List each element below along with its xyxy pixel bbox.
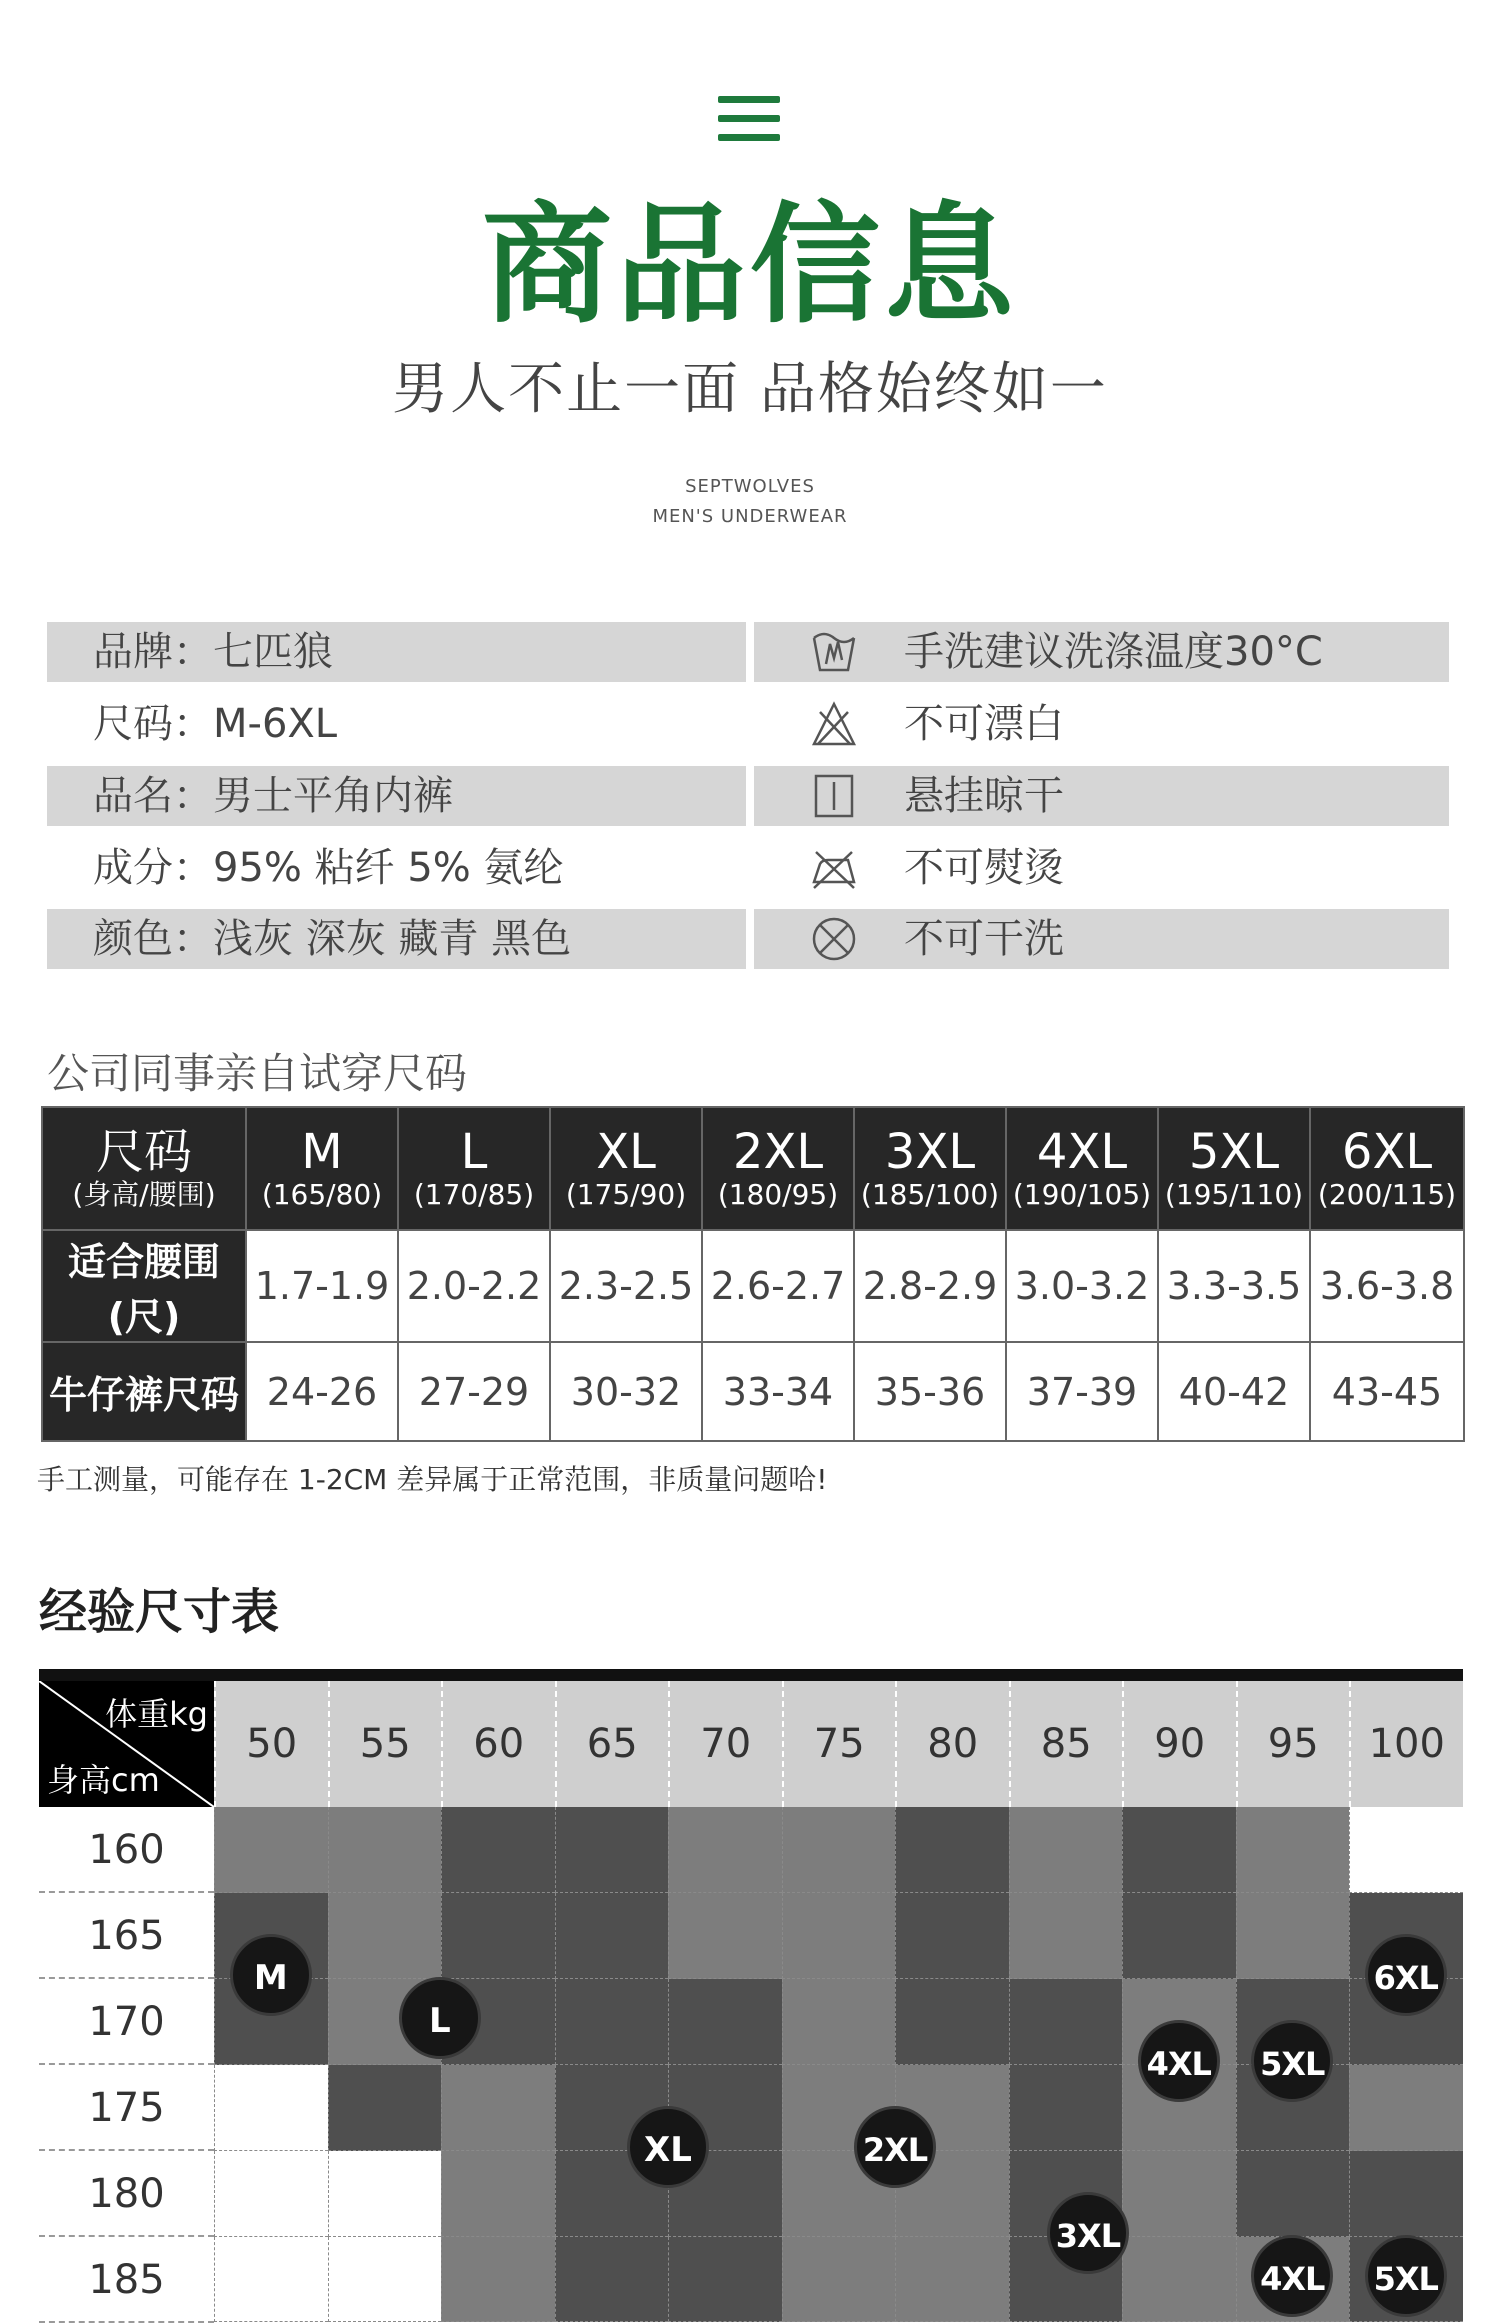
- size-label: 4XL: [1036, 1123, 1128, 1180]
- grid-cell: [895, 2237, 1009, 2322]
- weight-header: 60: [441, 1681, 555, 1807]
- grid-cell: [895, 1893, 1009, 1979]
- size-header: [1158, 1107, 1310, 1230]
- jeans-row-label: 牛仔裤尺码: [42, 1342, 246, 1441]
- jeans-cell: 33-34: [702, 1342, 854, 1441]
- size-header: [246, 1107, 398, 1230]
- height-label: 160: [39, 1807, 214, 1893]
- size-label: L: [460, 1123, 488, 1180]
- info-size: 尺码：M-6XL: [93, 701, 338, 747]
- grid-corner-cell: [39, 1681, 214, 1807]
- grid-cell: [1009, 1979, 1123, 2065]
- size-badge: XL: [627, 2106, 709, 2188]
- size-sub: (200/115): [1317, 1177, 1457, 1211]
- weight-header: 50: [214, 1681, 328, 1807]
- jeans-cell: 37-39: [1006, 1342, 1158, 1441]
- grid-cell: [1122, 1893, 1236, 1979]
- waist-cell: 2.0-2.2: [398, 1230, 550, 1342]
- info-name: 品名：男士平角内裤: [47, 766, 746, 826]
- grid-cell: [555, 2237, 669, 2322]
- care-text-iron: 不可熨烫: [904, 845, 1064, 891]
- grid-cell: [782, 1893, 896, 1979]
- size-header: [398, 1107, 550, 1230]
- grid-cell: [214, 2151, 328, 2237]
- waist-row-label: 适合腰围(尺): [42, 1230, 246, 1342]
- size-badge: 4XL: [1138, 2020, 1220, 2102]
- weight-header: 90: [1122, 1681, 1236, 1807]
- height-axis-label: 身高cm: [47, 1761, 160, 1799]
- brand-english-name: [0, 472, 1500, 532]
- size-label: XL: [596, 1123, 656, 1180]
- size-table: [41, 1106, 1465, 1442]
- no-dry-clean-icon: [810, 915, 858, 963]
- size-corner-cell: [42, 1107, 246, 1230]
- size-badge: 3XL: [1047, 2192, 1129, 2274]
- no-iron-icon: [810, 844, 858, 892]
- brand-en-line1: SEPTWOLVES: [685, 476, 815, 497]
- size-label: 5XL: [1188, 1123, 1280, 1180]
- grid-cell: [1009, 1807, 1123, 1893]
- grid-cell: [555, 1807, 669, 1893]
- grid-heading: 经验尺寸表: [39, 1584, 280, 1640]
- size-label: 6XL: [1341, 1123, 1433, 1180]
- waist-cell: 3.0-3.2: [1006, 1230, 1158, 1342]
- weight-header: 80: [895, 1681, 1009, 1807]
- measurement-note: 手工测量，可能存在 1-2CM 差异属于正常范围，非质量问题哈!: [37, 1463, 828, 1496]
- info-material: 成分：95% 粘纤 5% 氨纶: [93, 845, 564, 891]
- size-sub: (195/110): [1164, 1177, 1304, 1211]
- grid-cell: [214, 2237, 328, 2322]
- size-sub: (180/95): [717, 1177, 839, 1211]
- care-row-bleach: [754, 694, 1449, 754]
- size-label: 3XL: [884, 1123, 976, 1180]
- size-badge: 5XL: [1365, 2235, 1447, 2317]
- care-row-dry: [754, 766, 1449, 826]
- grid-cell: [668, 1807, 782, 1893]
- size-badge: M: [230, 1934, 312, 2016]
- grid-cell: [782, 1979, 896, 2065]
- size-label: M: [301, 1123, 343, 1180]
- grid-cell: [1349, 1807, 1463, 1893]
- waist-cell: 3.3-3.5: [1158, 1230, 1310, 1342]
- grid-cell: [328, 2237, 442, 2322]
- hand-wash-icon: [810, 628, 858, 676]
- care-text-dryclean: 不可干洗: [904, 916, 1064, 962]
- grid-cell: [214, 1807, 328, 1893]
- height-label: 180: [39, 2151, 214, 2237]
- size-badge: 6XL: [1365, 1934, 1447, 2016]
- grid-cell: [1122, 1807, 1236, 1893]
- height-label: 165: [39, 1893, 214, 1979]
- grid-cell: [441, 1807, 555, 1893]
- grid-cell: [1236, 2151, 1350, 2237]
- weight-header: 100: [1349, 1681, 1463, 1807]
- jeans-cell: 35-36: [854, 1342, 1006, 1441]
- size-sub: (165/80): [261, 1177, 383, 1211]
- size-badge: 4XL: [1251, 2235, 1333, 2317]
- height-label: 170: [39, 1979, 214, 2065]
- weight-header: 85: [1009, 1681, 1123, 1807]
- care-row-iron: [754, 838, 1449, 898]
- grid-cell: [668, 1893, 782, 1979]
- weight-header: 95: [1236, 1681, 1350, 1807]
- size-badge: 5XL: [1251, 2020, 1333, 2102]
- grid-cell: [214, 2065, 328, 2151]
- waist-cell: 1.7-1.9: [246, 1230, 398, 1342]
- grid-cell: [1349, 2065, 1463, 2151]
- size-header: [702, 1107, 854, 1230]
- size-header: [1310, 1107, 1464, 1230]
- page-subtitle: 男人不止一面 品格始终如一: [392, 357, 1108, 422]
- grid-cell: [441, 1893, 555, 1979]
- jeans-cell: 40-42: [1158, 1342, 1310, 1441]
- size-label: 2XL: [732, 1123, 824, 1180]
- height-label: 175: [39, 2065, 214, 2151]
- grid-cell: [441, 2237, 555, 2322]
- jeans-cell: 43-45: [1310, 1342, 1464, 1441]
- grid-cell: [328, 2151, 442, 2237]
- size-table-heading: 公司同事亲自试穿尺码: [47, 1049, 468, 1098]
- hang-dry-icon: [810, 772, 858, 820]
- grid-cell: [1236, 1893, 1350, 1979]
- height-label: 185: [39, 2237, 214, 2323]
- brand-en-line2: MEN'S UNDERWEAR: [652, 506, 848, 527]
- care-row-dryclean: [754, 909, 1449, 969]
- grid-cell: [895, 1979, 1009, 2065]
- grid-cell: [1009, 1893, 1123, 1979]
- size-header: [854, 1107, 1006, 1230]
- size-sub: (190/105): [1012, 1177, 1152, 1211]
- jeans-cell: 30-32: [550, 1342, 702, 1441]
- size-badge: L: [399, 1977, 481, 2059]
- grid-cell: [782, 2237, 896, 2322]
- size-sub: (175/90): [565, 1177, 687, 1211]
- grid-cell: [441, 2151, 555, 2237]
- info-brand: 品牌：七匹狼: [47, 622, 746, 682]
- jeans-cell: 27-29: [398, 1342, 550, 1441]
- care-text-dry: 悬挂晾干: [904, 773, 1064, 819]
- size-corner-sub: (身高/腰围): [72, 1177, 216, 1211]
- info-color: 颜色：浅灰 深灰 藏青 黑色: [47, 909, 746, 969]
- size-header: [1006, 1107, 1158, 1230]
- weight-header: 55: [328, 1681, 442, 1807]
- grid-cell: [555, 1893, 669, 1979]
- size-sub: (185/100): [860, 1177, 1000, 1211]
- waist-cell: 3.6-3.8: [1310, 1230, 1464, 1342]
- grid-cell: [1349, 2151, 1463, 2237]
- waist-cell: 2.8-2.9: [854, 1230, 1006, 1342]
- waist-cell: 2.6-2.7: [702, 1230, 854, 1342]
- weight-header: 65: [555, 1681, 669, 1807]
- grid-cell: [328, 2065, 442, 2151]
- menu-icon[interactable]: [718, 96, 780, 142]
- page-title: 商品信息: [481, 189, 1018, 341]
- grid-cell: [895, 1807, 1009, 1893]
- grid-cell: [328, 1893, 442, 1979]
- grid-cell: [1236, 1807, 1350, 1893]
- weight-header: 70: [668, 1681, 782, 1807]
- grid-cell: [668, 1979, 782, 2065]
- care-text-wash: 手洗建议洗涤温度30°C: [904, 629, 1323, 675]
- size-badge: 2XL: [854, 2106, 936, 2188]
- weight-header: 75: [782, 1681, 896, 1807]
- weight-axis-label: 体重kg: [105, 1695, 208, 1733]
- grid-cell: [1122, 2151, 1236, 2237]
- grid-cell: [668, 2237, 782, 2322]
- grid-cell: [328, 1807, 442, 1893]
- grid-cell: [1009, 2065, 1123, 2151]
- grid-top-bar: [39, 1669, 1463, 1681]
- size-header: [550, 1107, 702, 1230]
- no-bleach-icon: [810, 700, 858, 748]
- care-text-bleach: 不可漂白: [904, 701, 1064, 747]
- grid-cell: [555, 1979, 669, 2065]
- jeans-cell: 24-26: [246, 1342, 398, 1441]
- size-corner-label: 尺码: [95, 1123, 192, 1180]
- grid-cell: [441, 2065, 555, 2151]
- grid-cell: [1122, 2237, 1236, 2322]
- waist-cell: 2.3-2.5: [550, 1230, 702, 1342]
- size-sub: (170/85): [413, 1177, 535, 1211]
- care-row-wash: [754, 622, 1449, 682]
- grid-cell: [782, 1807, 896, 1893]
